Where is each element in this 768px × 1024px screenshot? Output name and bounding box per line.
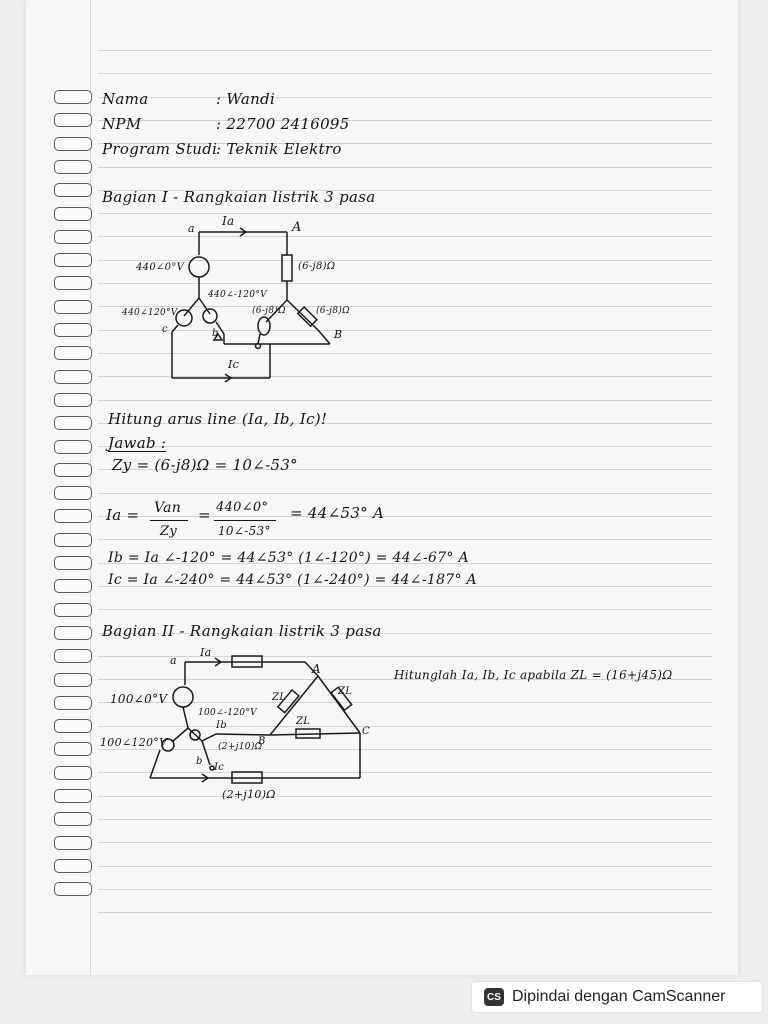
p1-ia-lhs: Ia = xyxy=(106,506,140,524)
p1-question: Hitung arus line (Ia, Ib, Ic)! xyxy=(108,410,328,428)
p2-label-ic: Ic xyxy=(214,762,225,773)
p1-label-b-small: b xyxy=(212,328,219,339)
p2-label-z-line-b: (2+j10)Ω xyxy=(218,742,263,752)
p1-label-b-big: B xyxy=(334,328,343,341)
p1-label-src-a: 440∠0°V xyxy=(136,262,185,273)
nama-label: Nama xyxy=(102,90,149,108)
p1-ia-num2: 440∠0° xyxy=(216,500,269,515)
camscanner-badge xyxy=(472,982,762,1012)
part2-heading: Bagian II - Rangkaian listrik 3 pasa xyxy=(102,622,382,640)
npm-label: NPM xyxy=(102,115,142,133)
npm-value: : 22700 2416095 xyxy=(216,115,350,133)
p1-ia-den2: 10∠-53° xyxy=(218,524,271,538)
prodi-value: : Teknik Elektro xyxy=(216,140,342,158)
p2-label-z-line-c: (2+j10)Ω xyxy=(222,788,276,801)
p2-label-ib: Ib xyxy=(216,720,227,731)
p2-label-c-big: C xyxy=(362,726,370,737)
part1-heading: Bagian I - Rangkaian listrik 3 pasa xyxy=(102,188,376,206)
camscanner-logo-icon: CS xyxy=(484,988,504,1006)
p1-label-z-right: (6-j8)Ω xyxy=(316,306,350,316)
p1-label-z-top: (6-j8)Ω xyxy=(298,261,336,272)
p2-label-src-c: 100∠120°V xyxy=(100,736,168,749)
p1-zy: Zy = (6-j8)Ω = 10∠-53° xyxy=(112,456,298,474)
p1-ia-den1: Zy xyxy=(160,524,177,539)
p1-ia-num1: Van xyxy=(154,500,182,516)
p1-ia-eq: = xyxy=(198,506,211,524)
p1-label-a-small: a xyxy=(188,222,195,235)
p1-label-c-small: c xyxy=(162,324,168,335)
p2-label-zl-mid: ZL xyxy=(296,716,311,727)
p2-question: Hitunglah Ia, Ib, Ic apabila ZL = (16+j45)Ω xyxy=(394,668,673,682)
p1-label-src-b: 440∠-120°V xyxy=(208,290,267,300)
p1-ia-frac1 xyxy=(150,520,188,521)
p2-label-src-a: 100∠0°V xyxy=(110,692,168,706)
p1-label-src-c: 440∠120°V xyxy=(122,308,178,318)
p1-ic-line: Ic = Ia ∠-240° = 44∠53° (1∠-240°) = 44∠-187° A xyxy=(108,572,477,588)
p2-label-b-big: B xyxy=(258,736,266,747)
nama-value: : Wandi xyxy=(216,90,276,108)
p1-label-ia: Ia xyxy=(222,214,235,228)
p1-answer-label: Jawab : xyxy=(108,434,167,452)
p1-ia-frac2 xyxy=(214,520,276,521)
p1-label-ic: Ic xyxy=(228,358,240,371)
p1-label-a-big: A xyxy=(292,220,302,235)
p2-label-zl-right: ZL xyxy=(338,686,353,697)
p2-label-zl-left: ZL xyxy=(272,692,287,703)
p1-ib-line: Ib = Ia ∠-120° = 44∠53° (1∠-120°) = 44∠-67° A xyxy=(108,550,469,566)
p1-label-z-mid: (6-j8)Ω xyxy=(252,306,286,316)
p2-label-a-small: a xyxy=(170,654,177,667)
camscanner-text: Dipindai dengan CamScanner xyxy=(512,988,726,1005)
p2-label-ia: Ia xyxy=(200,646,212,659)
p2-label-src-b: 100∠-120°V xyxy=(198,708,257,718)
prodi-label: Program Studi xyxy=(102,140,218,158)
p2-label-a-big: A xyxy=(312,662,321,676)
p2-label-b-small: b xyxy=(196,756,203,767)
p1-ia-result: = 44∠53° A xyxy=(290,504,385,522)
